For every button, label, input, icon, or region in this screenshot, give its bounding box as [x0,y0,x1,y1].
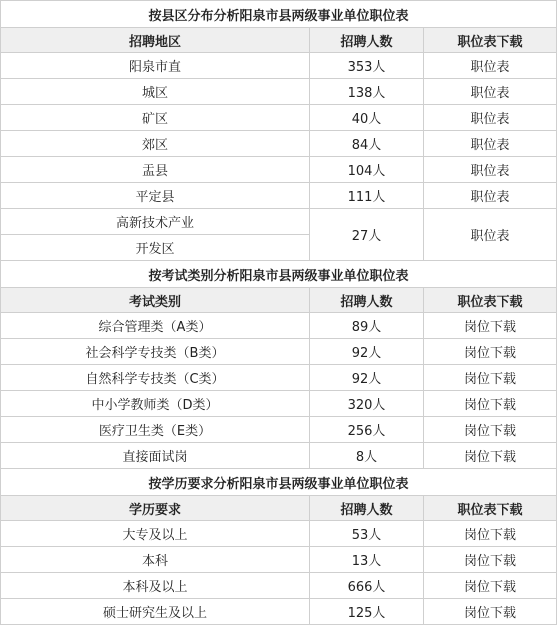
table-row [1,183,557,209]
download-link[interactable]: 岗位下载 [424,417,557,443]
region-name: 平定县 [1,183,310,209]
section-title-row [1,261,557,288]
section-title: 按学历要求分析阳泉市县两级事业单位职位表 [1,469,557,496]
section-title: 按考试类别分析阳泉市县两级事业单位职位表 [1,261,557,288]
recruit-count: 8人 [310,443,424,469]
region-name-line2: 开发区 [1,235,310,261]
section-title-row [1,469,557,496]
category-name: 社会科学专技类（B类） [1,339,310,365]
recruit-count: 353人 [310,53,424,79]
recruit-count: 104人 [310,157,424,183]
download-link[interactable]: 岗位下载 [424,573,557,599]
region-name: 郊区 [1,131,310,157]
table-row [1,521,557,547]
table-row [1,417,557,443]
download-link[interactable]: 职位表 [424,53,557,79]
download-link[interactable]: 职位表 [424,183,557,209]
table-row [1,443,557,469]
education-name: 本科及以上 [1,573,310,599]
table-row [1,105,557,131]
download-link[interactable]: 岗位下载 [424,365,557,391]
download-link[interactable]: 职位表 [424,209,557,261]
recruit-count: 89人 [310,313,424,339]
table-header-row [1,288,557,313]
education-name: 硕士研究生及以上 [1,599,310,625]
category-name: 综合管理类（A类） [1,313,310,339]
category-name: 中小学教师类（D类） [1,391,310,417]
table-row [1,209,557,235]
recruit-count: 92人 [310,339,424,365]
column-header-count: 招聘人数 [310,28,424,53]
recruit-count: 53人 [310,521,424,547]
download-link[interactable]: 职位表 [424,105,557,131]
download-link[interactable]: 岗位下载 [424,547,557,573]
recruit-count: 13人 [310,547,424,573]
table-row [1,157,557,183]
column-header-category: 考试类别 [1,288,310,313]
table-row [1,339,557,365]
recruit-count: 27人 [310,209,424,261]
recruit-count: 111人 [310,183,424,209]
column-header-region: 招聘地区 [1,28,310,53]
section-title: 按县区分布分析阳泉市县两级事业单位职位表 [1,1,557,28]
table-row [1,547,557,573]
download-link[interactable]: 岗位下载 [424,599,557,625]
region-name: 阳泉市直 [1,53,310,79]
region-name: 盂县 [1,157,310,183]
region-name-line1: 高新技术产业 [1,209,310,235]
region-name: 城区 [1,79,310,105]
table-row [1,131,557,157]
table-row [1,53,557,79]
download-link[interactable]: 职位表 [424,79,557,105]
table-row [1,599,557,625]
recruit-count: 125人 [310,599,424,625]
table-header-row [1,496,557,521]
education-name: 本科 [1,547,310,573]
table-row [1,79,557,105]
column-header-download: 职位表下载 [424,288,557,313]
category-name: 医疗卫生类（E类） [1,417,310,443]
table-row [1,573,557,599]
column-header-education: 学历要求 [1,496,310,521]
recruit-count: 256人 [310,417,424,443]
recruit-count: 320人 [310,391,424,417]
table-header-row [1,28,557,53]
recruit-count: 40人 [310,105,424,131]
category-name: 直接面试岗 [1,443,310,469]
column-header-download: 职位表下载 [424,28,557,53]
download-link[interactable]: 岗位下载 [424,339,557,365]
download-link[interactable]: 岗位下载 [424,391,557,417]
download-link[interactable]: 岗位下载 [424,443,557,469]
recruit-count: 138人 [310,79,424,105]
category-name: 自然科学专技类（C类） [1,365,310,391]
download-link[interactable]: 职位表 [424,131,557,157]
column-header-count: 招聘人数 [310,288,424,313]
table-row [1,313,557,339]
recruit-count: 84人 [310,131,424,157]
download-link[interactable]: 岗位下载 [424,521,557,547]
region-name: 矿区 [1,105,310,131]
table-row [1,365,557,391]
download-link[interactable]: 职位表 [424,157,557,183]
education-name: 大专及以上 [1,521,310,547]
download-link[interactable]: 岗位下载 [424,313,557,339]
recruit-count: 666人 [310,573,424,599]
column-header-download: 职位表下载 [424,496,557,521]
section-title-row [1,1,557,28]
table-row [1,391,557,417]
recruit-count: 92人 [310,365,424,391]
column-header-count: 招聘人数 [310,496,424,521]
